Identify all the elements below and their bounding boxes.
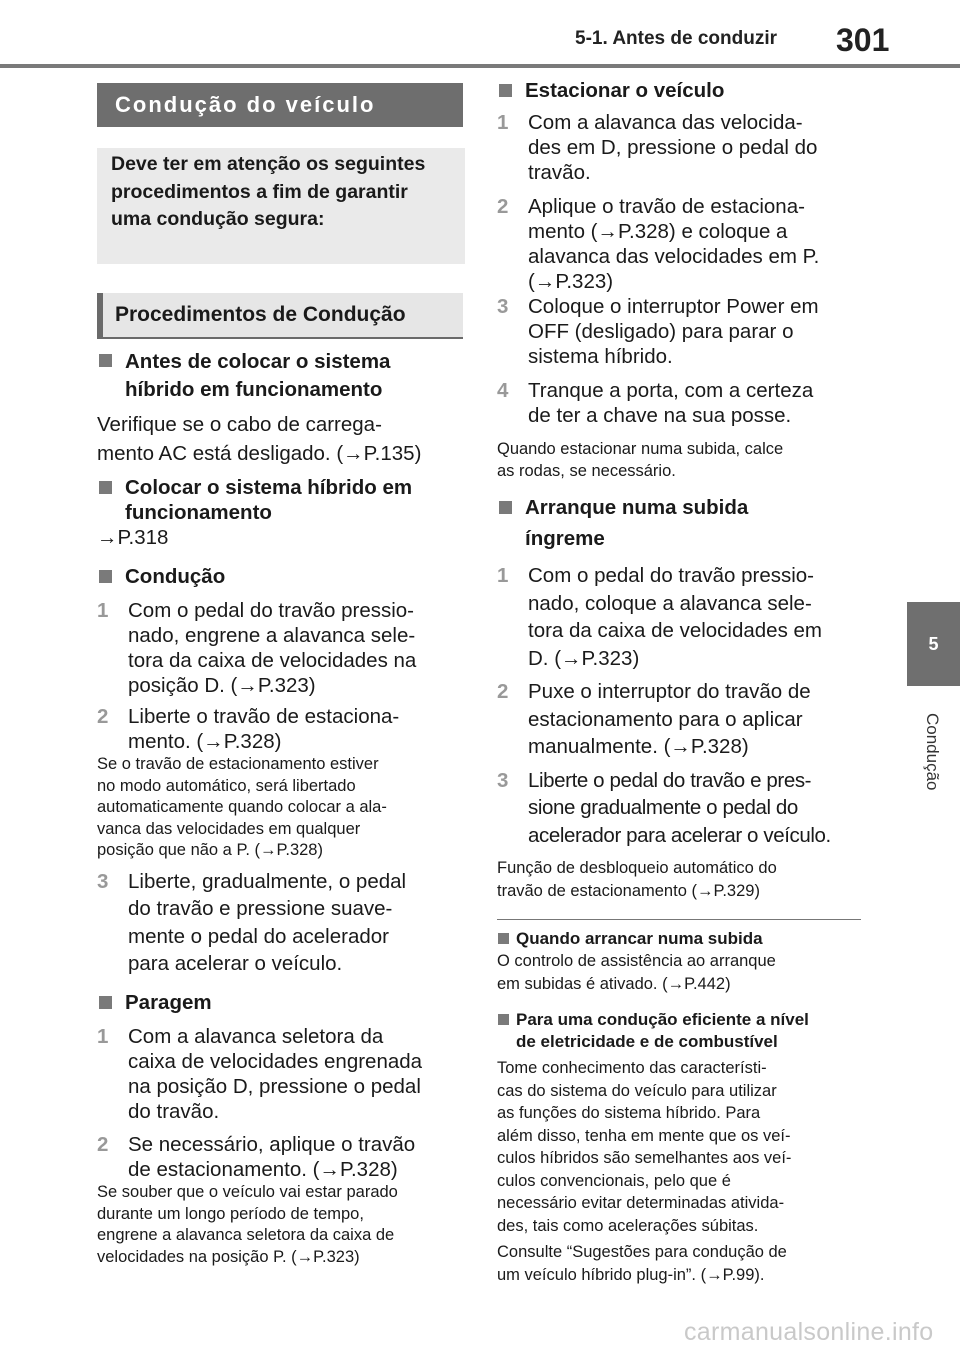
- square-bullet-icon: [99, 996, 112, 1009]
- heading-line: íngreme: [525, 527, 605, 550]
- step-number: 2: [97, 1133, 109, 1156]
- step-line: mento (→P.328) e coloque a: [528, 220, 788, 243]
- stop-section: [97, 990, 463, 1268]
- heading-line: Arranque numa subida: [525, 496, 749, 519]
- subheading-rule: [97, 337, 463, 339]
- step-line: de estacionamento. (→P.328): [128, 1158, 398, 1181]
- park-step-3: [497, 294, 862, 369]
- driving-heading: [97, 564, 463, 590]
- driving-step-2: [97, 704, 463, 754]
- driving-section: [97, 564, 463, 978]
- step-number: 2: [97, 705, 109, 728]
- step-line: posição D. (→P.323): [128, 674, 316, 697]
- heading-line: Estacionar o veículo: [525, 79, 725, 102]
- stop-heading: [97, 990, 463, 1016]
- note-line: des, tais como acelerações súbitas.: [497, 1216, 759, 1235]
- efficient-heading: [497, 1009, 862, 1053]
- heading-line: Colocar o sistema híbrido em: [125, 476, 413, 499]
- step-line: OFF (desligado) para parar o: [528, 320, 794, 343]
- step-number: 4: [497, 379, 509, 402]
- step-line: Com o pedal do travão pressio-: [528, 564, 815, 587]
- step-line: nado, engrene a alavanca sele-: [128, 624, 416, 647]
- stop-note: [97, 1182, 463, 1268]
- stop-step-1: [97, 1024, 463, 1124]
- step-line: sistema híbrido.: [528, 345, 673, 368]
- hill-step-2: [497, 678, 862, 761]
- step-number: 2: [497, 195, 509, 218]
- note-line: além disso, tenha em mente que os veí-: [497, 1126, 791, 1145]
- uphill-heading: [497, 928, 862, 950]
- uphill-text: [497, 950, 862, 996]
- note-line: Se o travão de estacionamento estiver: [97, 755, 379, 773]
- note-line: engrene a alavanca seletora da caixa de: [97, 1226, 395, 1244]
- step-number: 1: [497, 111, 509, 134]
- before-start-section: [97, 348, 463, 468]
- step-line: D. (→P.323): [528, 646, 640, 670]
- step-line: mente o pedal do acelerador: [128, 924, 389, 948]
- park-step-4: [497, 378, 862, 428]
- step-line: Tranque a porta, com a certeza: [528, 379, 814, 402]
- start-ref: →P.318: [97, 526, 169, 549]
- note-line: posição que não a P. (→P.328): [97, 841, 323, 859]
- step-line: travão.: [528, 161, 591, 184]
- heading-line: de eletricidade e de combustível: [516, 1032, 778, 1051]
- note-line: Tome conhecimento das característi-: [497, 1059, 767, 1077]
- efficient-text: [497, 1057, 862, 1237]
- heading-line: funcionamento: [125, 501, 272, 524]
- heading-line: Antes de colocar o sistema: [125, 350, 391, 373]
- step-number: 1: [97, 599, 109, 622]
- square-bullet-icon: [99, 570, 112, 583]
- step-line: Com a alavanca seletora da: [128, 1025, 384, 1048]
- note-line: Consulte “Sugestões para condução de: [497, 1243, 787, 1261]
- start-section: [97, 475, 463, 550]
- stop-step-2: [97, 1132, 463, 1182]
- note-line: velocidades na posição P. (→P.323): [97, 1247, 360, 1266]
- step-line: estacionamento para o aplicar: [528, 707, 803, 731]
- step-line: Liberte, gradualmente, o pedal: [128, 869, 407, 893]
- driving-note: [97, 754, 463, 862]
- note-line: necessário evitar determinadas ativida-: [497, 1194, 785, 1212]
- park-step-1: [497, 110, 862, 185]
- section-heading: [97, 83, 463, 127]
- step-number: 2: [497, 680, 509, 703]
- note-line: travão de estacionamento (→P.329): [497, 882, 760, 900]
- hill-step-1: [497, 562, 862, 672]
- step-line: mento. (→P.328): [128, 730, 282, 753]
- text-line: Verifique se o cabo de carrega-: [97, 413, 382, 436]
- chapter-tab: [907, 602, 960, 686]
- step-line: na posição D, pressione o pedal: [128, 1075, 421, 1098]
- park-step-2: [497, 194, 862, 294]
- step-line: sione gradualmente o pedal do: [528, 796, 798, 819]
- before-start-text: [97, 410, 463, 468]
- uphill-info: [497, 928, 862, 996]
- heading-line: Condução: [125, 565, 226, 588]
- step-line: acelerador para acelerar o veículo.: [528, 823, 831, 847]
- hill-step-3: [497, 767, 862, 850]
- step-number: 3: [97, 869, 109, 893]
- step-line: para acelerar o veículo.: [128, 952, 343, 975]
- step-line: Coloque o interruptor Power em: [528, 295, 819, 318]
- step-number: 1: [97, 1025, 109, 1048]
- step-line: caixa de velocidades engrenada: [128, 1050, 423, 1073]
- step-line: (→P.323): [528, 270, 614, 293]
- start-heading: [97, 475, 463, 525]
- note-line: durante um longo período de tempo,: [97, 1204, 364, 1223]
- step-line: Aplique o travão de estaciona-: [528, 195, 805, 218]
- step-line: Liberte o travão de estaciona-: [128, 705, 400, 728]
- step-line: Puxe o interruptor do travão de: [528, 680, 811, 703]
- note-line: as funções do sistema híbrido. Para: [497, 1104, 761, 1122]
- hill-start-section: [497, 492, 862, 903]
- divider: [497, 919, 861, 920]
- driving-step-1: [97, 598, 463, 698]
- step-line: Se necessário, aplique o travão: [128, 1133, 416, 1156]
- square-bullet-icon: [499, 501, 512, 514]
- step-line: tora da caixa de velocidades na: [128, 649, 417, 672]
- step-line: do travão.: [128, 1100, 220, 1123]
- intro-text: Deve ter em atenção os seguintes procedimentos a fim de garantir uma condução segura:: [111, 153, 426, 230]
- note-line: um veículo híbrido plug-in”. (→P.99).: [497, 1265, 765, 1284]
- note-line: culos híbridos são semelhantes aos veí-: [497, 1149, 792, 1167]
- heading-line: híbrido em funcionamento: [125, 378, 383, 401]
- page-number: 301: [836, 22, 890, 58]
- intro-box: [97, 148, 465, 264]
- subheading-text: Procedimentos de Condução: [115, 303, 406, 326]
- subheading: [97, 293, 463, 337]
- note-line: O controlo de assistência ao arranque: [497, 952, 776, 970]
- watermark: carmanualsonline.info: [684, 1318, 934, 1346]
- step-line: do travão e pressione suave-: [128, 897, 393, 920]
- note-line: as rodas, se necessário.: [497, 462, 676, 480]
- heading-line: Para uma condução eficiente a nível: [516, 1010, 809, 1029]
- step-line: manualmente. (→P.328): [528, 735, 749, 758]
- step-number: 3: [497, 295, 509, 318]
- step-line: Com o pedal do travão pressio-: [128, 599, 415, 622]
- heading-line: Quando arrancar numa subida: [516, 929, 763, 948]
- park-note: [497, 438, 862, 482]
- hill-start-heading: [497, 492, 862, 554]
- park-section: [497, 78, 862, 482]
- step-line: tora da caixa de velocidades em: [528, 619, 823, 642]
- step-line: Com a alavanca das velocida-: [528, 111, 803, 134]
- step-number: 1: [497, 564, 509, 587]
- driving-step-3: [97, 868, 463, 978]
- text-line: mento AC está desligado. (→P.135): [97, 442, 422, 465]
- step-line: Liberte o pedal do travão e pres-: [528, 768, 812, 792]
- square-bullet-icon: [498, 1014, 509, 1025]
- step-number: 3: [497, 768, 509, 792]
- square-bullet-icon: [499, 84, 512, 97]
- note-line: vanca das velocidades em qualquer: [97, 819, 361, 838]
- section-heading-text: Condução do veículo: [115, 92, 376, 117]
- efficient-ref: [497, 1241, 862, 1286]
- step-line: nado, coloque a alavanca sele-: [528, 591, 812, 615]
- note-line: Quando estacionar numa subida, calce: [497, 440, 784, 458]
- before-start-heading: [97, 348, 463, 404]
- note-line: automaticamente quando colocar a ala-: [97, 798, 387, 816]
- square-bullet-icon: [498, 933, 509, 944]
- hill-note: [497, 857, 862, 903]
- efficient-driving-info: [497, 1009, 862, 1286]
- header-rule: [0, 64, 960, 68]
- step-line: des em D, pressione o pedal do: [528, 136, 818, 159]
- step-line: de ter a chave na sua posse.: [528, 404, 792, 427]
- chapter-label: Condução: [923, 713, 942, 791]
- note-line: em subidas é ativado. (→P.442): [497, 975, 731, 993]
- section-title: 5-1. Antes de conduzir: [575, 28, 777, 49]
- square-bullet-icon: [99, 481, 112, 494]
- heading-line: Paragem: [125, 991, 212, 1014]
- note-line: no modo automático, será libertado: [97, 776, 356, 795]
- note-line: culos convencionais, pelo que é: [497, 1171, 731, 1190]
- note-line: cas do sistema do veículo para utilizar: [497, 1081, 777, 1100]
- chapter-number: 5: [928, 633, 939, 654]
- note-line: Função de desbloqueio automático do: [497, 859, 777, 877]
- step-line: alavanca das velocidades em P.: [528, 245, 820, 268]
- square-bullet-icon: [99, 354, 112, 367]
- note-line: Se souber que o veículo vai estar parado: [97, 1183, 398, 1201]
- park-heading: [497, 78, 862, 104]
